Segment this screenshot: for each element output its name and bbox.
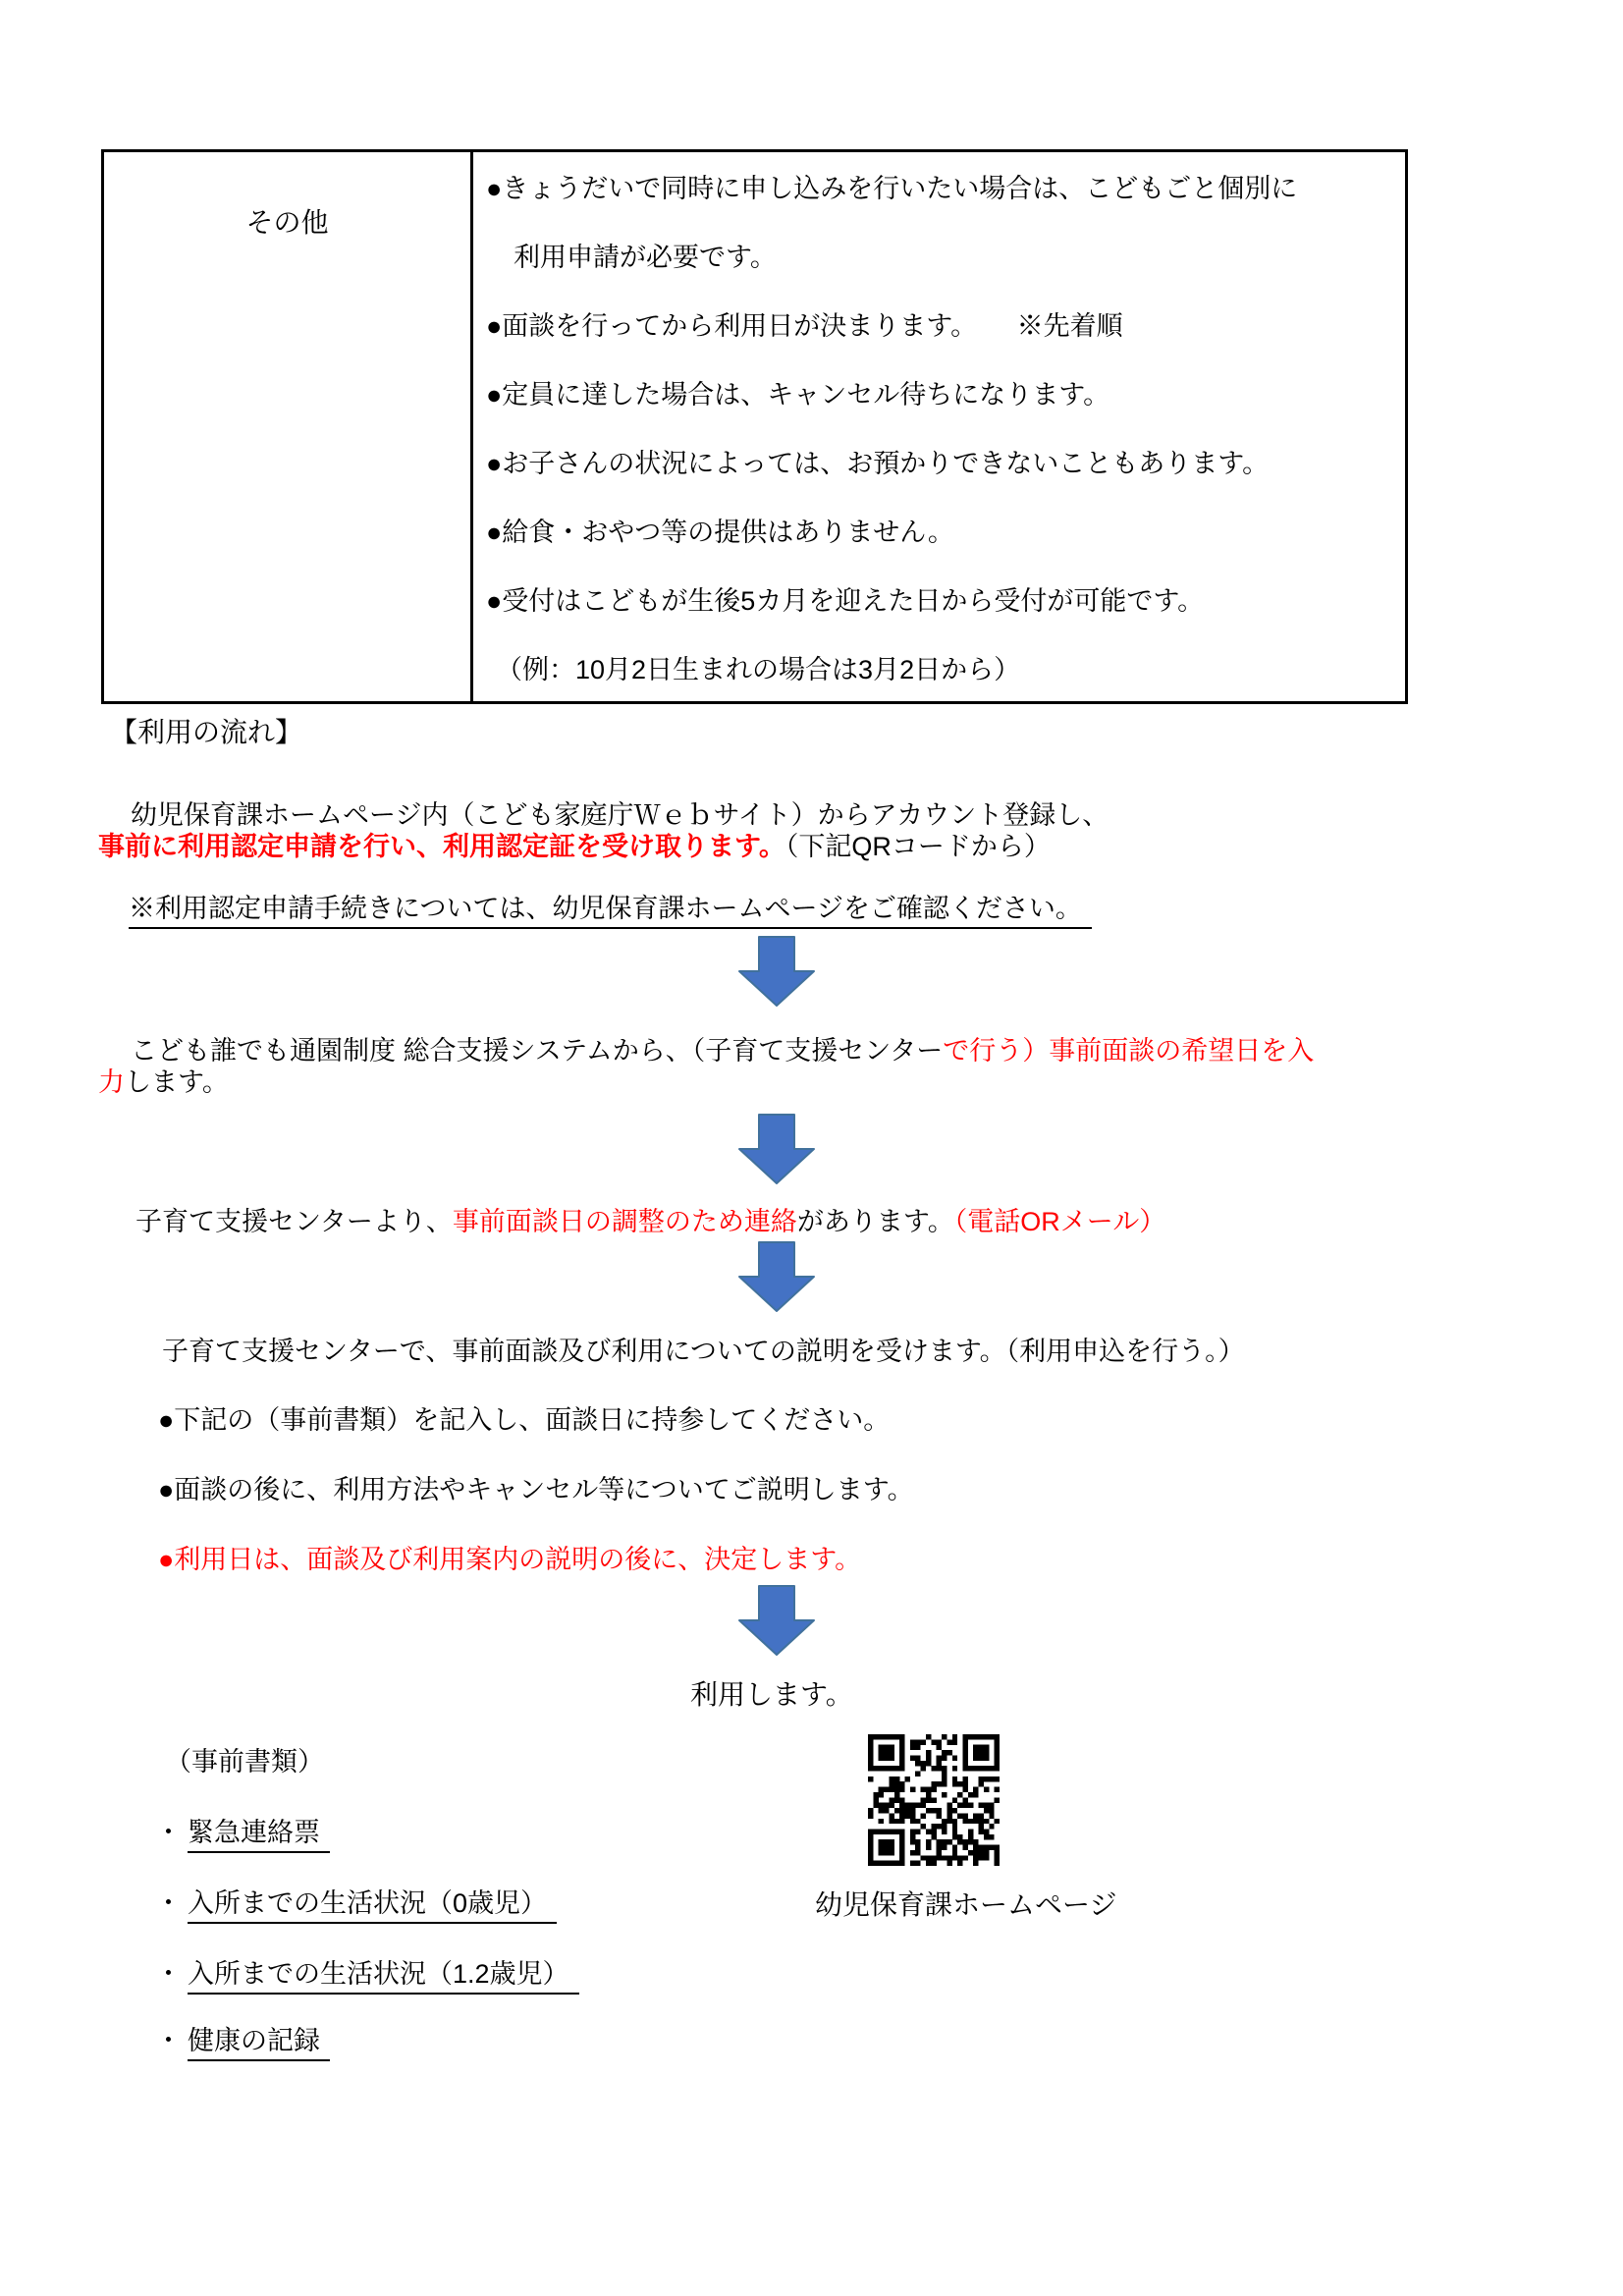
flow-step4-bullet3: ●利用日は、面談及び利用案内の説明の後に、決定します。 — [158, 1545, 862, 1574]
flow-step1-line2-red: 事前に利用認定申請を行い、利用認定証を受け取ります。 — [98, 832, 785, 861]
table-line: ●受付はこどもが生後5カ月を迎えた日から受付が可能です。 — [486, 585, 1205, 616]
table-line: ●給食・おやつ等の提供はありません。 — [486, 517, 954, 547]
flow-step2-line2-black: します。 — [125, 1067, 229, 1097]
table-line: ●きょうだいで同時に申し込みを行いたい場合は、こどもごと個別に — [486, 174, 1298, 204]
down-arrow-icon — [738, 1585, 815, 1656]
documents-title: （事前書類） — [165, 1747, 324, 1777]
document-item: ・ 入所までの生活状況（1.2歳児） — [155, 1958, 579, 1992]
flow-step4-line1: 子育て支援センターで、事前面談及び利用についての説明を受けます。（利用申込を行う。） — [162, 1337, 1245, 1366]
flow-step2-line1-black: こども誰でも通園制度 総合支援システムから、（子育て支援センター — [131, 1036, 944, 1066]
table-line: ●面談を行ってから利用日が決まります。 ※先着順 — [486, 311, 1123, 342]
flow-step3-seg1: 子育て支援センターより、 — [135, 1207, 453, 1236]
table-row-label: その他 — [245, 207, 329, 238]
down-arrow-icon — [738, 1114, 815, 1184]
info-table — [101, 149, 1408, 704]
list-bullet: ・ — [155, 1959, 182, 1989]
flow-step4-bullet1: ●下記の（事前書類）を記入し、面談日に持参してください。 — [158, 1405, 891, 1435]
flow-step2-line2 — [98, 1066, 229, 1100]
flow-step2-line1 — [131, 1035, 1314, 1068]
down-arrow-icon — [738, 1241, 815, 1312]
table-header-cell — [104, 152, 473, 701]
flow-step1-line1: 幼児保育課ホームページ内（こども家庭庁Ｗｅｂサイト）からアカウント登録し、 — [131, 800, 1109, 830]
down-arrow-icon — [738, 936, 815, 1007]
list-bullet: ・ — [155, 1818, 182, 1847]
flow-step2-line1-red: で行う）事前面談の希望日を入 — [943, 1036, 1315, 1066]
flow-step3-seg4: （電話ORメール） — [953, 1207, 1166, 1236]
table-line: 利用申請が必要です。 — [514, 243, 777, 273]
table-content-cell — [473, 152, 1405, 701]
table-line: ●定員に達した場合は、キャンセル待ちになります。 — [486, 380, 1110, 410]
list-bullet: ・ — [155, 1888, 182, 1918]
flow-step1-line2-black: （下記QRコードから） — [784, 832, 1051, 861]
flow-final-step: 利用します。 — [690, 1679, 853, 1710]
qr-code — [868, 1734, 1000, 1866]
flow-step3-seg2: 事前面談日の調整のため連絡 — [452, 1207, 797, 1236]
document-item: ・ 緊急連絡票 — [155, 1817, 330, 1850]
flow-step1-line2 — [98, 831, 1051, 864]
flow-step2-line2-red: 力 — [98, 1067, 125, 1097]
qr-caption: 幼児保育課ホームページ — [815, 1889, 1117, 1920]
flow-step1-note: ※利用認定申請手続きについては、幼児保育課ホームページをご確認ください。 — [129, 893, 1092, 926]
section-heading: 【利用の流れ】 — [110, 717, 303, 747]
flow-step3-seg3: があります。 — [796, 1207, 954, 1236]
table-line: （例：10月2日生まれの場合は3月2日から） — [496, 654, 1021, 684]
flow-step4-bullet2: ●面談の後に、利用方法やキャンセル等についてご説明します。 — [158, 1475, 914, 1504]
document-item: ・ 入所までの生活状況（0歳児） — [155, 1887, 557, 1921]
table-line: ●お子さんの状況によっては、お預かりできないこともあります。 — [486, 448, 1270, 478]
list-bullet: ・ — [155, 2026, 182, 2055]
document-item: ・ 健康の記録 — [155, 2025, 330, 2058]
flow-step3-line — [135, 1206, 1165, 1239]
